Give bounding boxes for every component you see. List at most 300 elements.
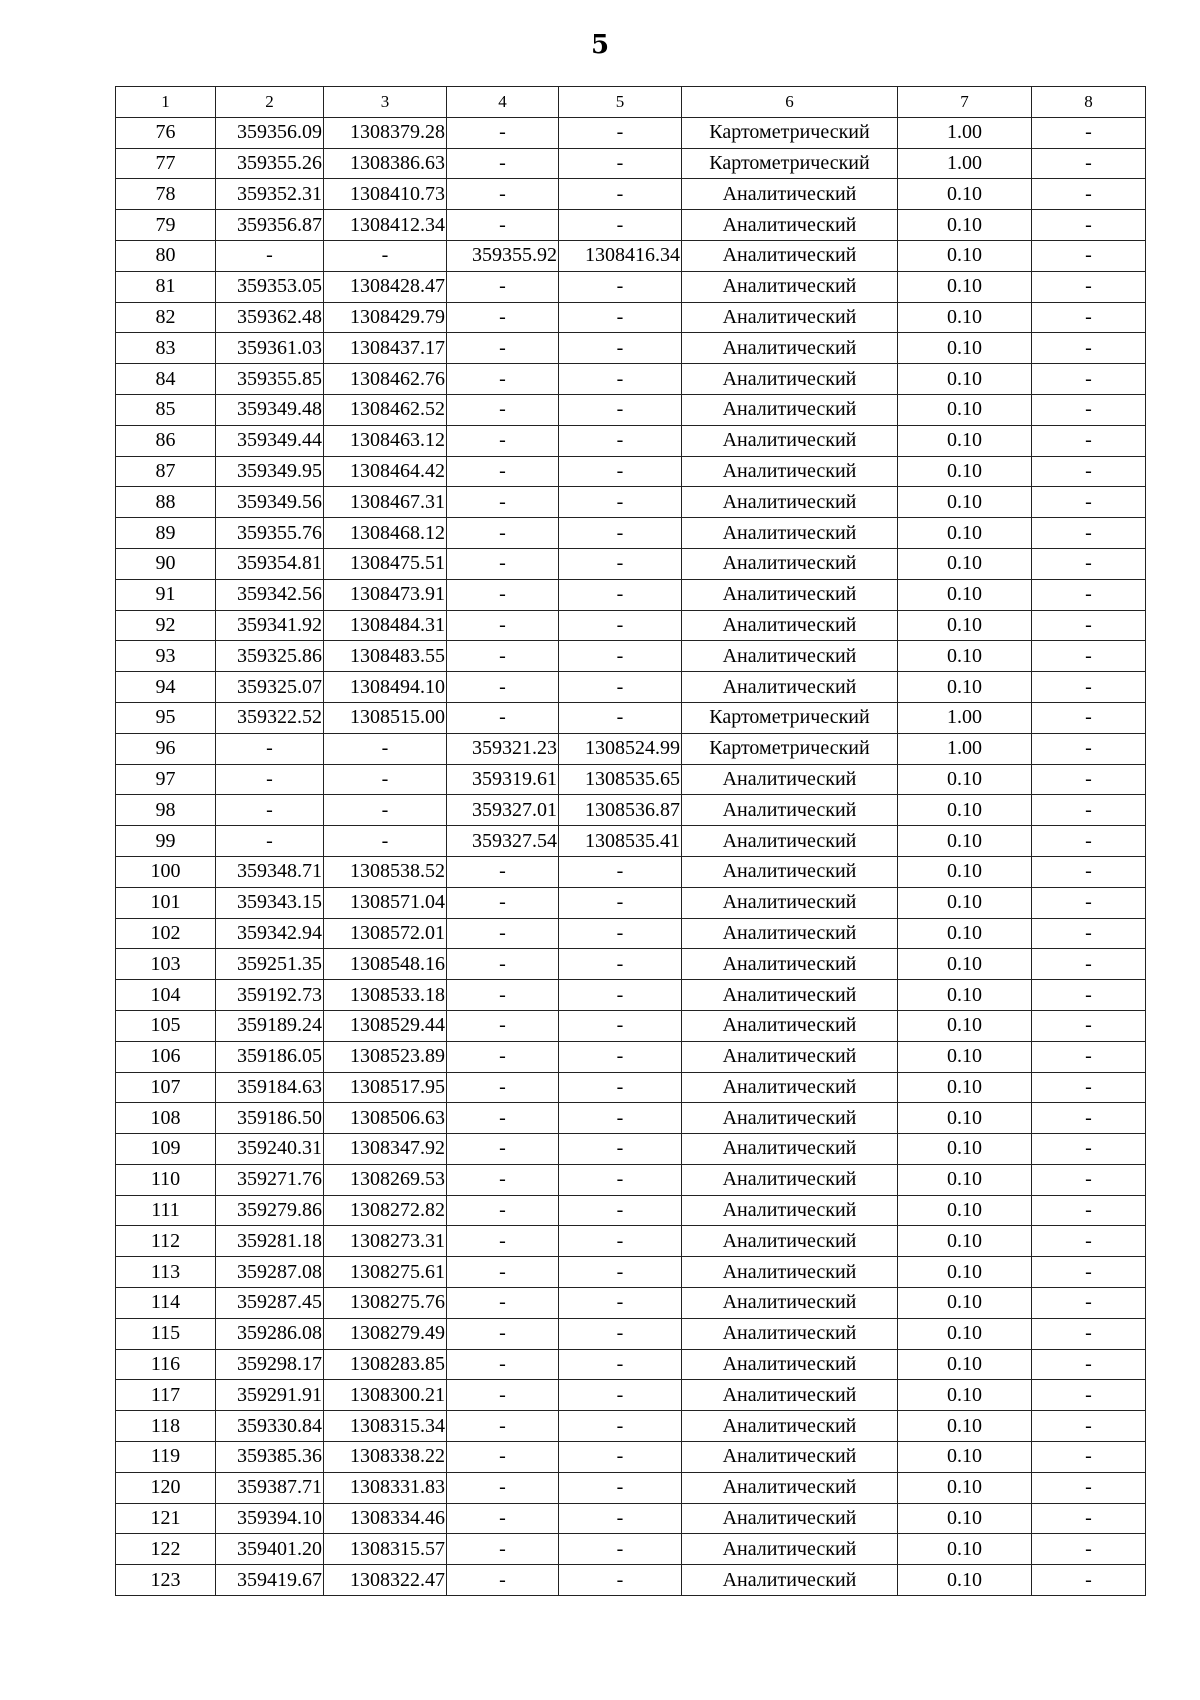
- table-cell: -: [1032, 980, 1146, 1011]
- table-cell: 359321.23: [447, 733, 559, 764]
- table-cell: -: [559, 1534, 682, 1565]
- table-cell: -: [1032, 518, 1146, 549]
- table-cell: 359327.54: [447, 826, 559, 857]
- table-cell: -: [1032, 949, 1146, 980]
- table-cell: -: [1032, 610, 1146, 641]
- table-cell: 359189.24: [216, 1010, 324, 1041]
- table-cell: -: [1032, 1226, 1146, 1257]
- table-row: [116, 1380, 1146, 1411]
- table-cell: 79: [116, 210, 216, 241]
- table-row: [116, 918, 1146, 949]
- table-cell: 359279.86: [216, 1195, 324, 1226]
- table-cell: 359349.44: [216, 425, 324, 456]
- table-cell: Аналитический: [682, 1349, 898, 1380]
- table-cell: Аналитический: [682, 672, 898, 703]
- table-cell: 1.00: [898, 117, 1032, 148]
- table-cell: -: [447, 1534, 559, 1565]
- table-cell: -: [447, 1565, 559, 1596]
- table-cell: -: [1032, 1442, 1146, 1473]
- table-cell: 1308279.49: [324, 1318, 447, 1349]
- table-cell: 91: [116, 579, 216, 610]
- table-cell: 109: [116, 1134, 216, 1165]
- table-cell: Аналитический: [682, 456, 898, 487]
- table-row: [116, 949, 1146, 980]
- table-cell: 1308338.22: [324, 1442, 447, 1473]
- table-cell: -: [559, 1565, 682, 1596]
- table-cell: 359385.36: [216, 1442, 324, 1473]
- column-header: 2: [216, 87, 324, 118]
- table-cell: -: [1032, 1288, 1146, 1319]
- table-cell: 359348.71: [216, 856, 324, 887]
- table-cell: -: [1032, 672, 1146, 703]
- table-cell: 359184.63: [216, 1072, 324, 1103]
- table-cell: -: [1032, 548, 1146, 579]
- table-cell: -: [559, 1195, 682, 1226]
- table-cell: -: [447, 1103, 559, 1134]
- table-cell: Аналитический: [682, 1164, 898, 1195]
- table-cell: -: [1032, 1195, 1146, 1226]
- table-cell: -: [324, 733, 447, 764]
- table-cell: 0.10: [898, 1380, 1032, 1411]
- table-cell: 0.10: [898, 210, 1032, 241]
- table-cell: -: [559, 1010, 682, 1041]
- table-cell: 0.10: [898, 1226, 1032, 1257]
- table-cell: -: [447, 1164, 559, 1195]
- table-cell: -: [559, 672, 682, 703]
- table-cell: Аналитический: [682, 610, 898, 641]
- table-cell: Аналитический: [682, 1072, 898, 1103]
- table-cell: -: [559, 1164, 682, 1195]
- table-cell: Аналитический: [682, 1288, 898, 1319]
- table-cell: 105: [116, 1010, 216, 1041]
- table-cell: 1308548.16: [324, 949, 447, 980]
- table-cell: 90: [116, 548, 216, 579]
- table-cell: 80: [116, 240, 216, 271]
- table-cell: 106: [116, 1041, 216, 1072]
- table-cell: -: [1032, 826, 1146, 857]
- table-cell: Аналитический: [682, 394, 898, 425]
- table-cell: -: [1032, 1349, 1146, 1380]
- table-cell: -: [559, 210, 682, 241]
- table-cell: 0.10: [898, 672, 1032, 703]
- table-cell: -: [559, 148, 682, 179]
- table-row: [116, 1103, 1146, 1134]
- table-cell: 359355.85: [216, 364, 324, 395]
- table-cell: -: [1032, 1010, 1146, 1041]
- table-cell: 1308572.01: [324, 918, 447, 949]
- table-cell: -: [1032, 1041, 1146, 1072]
- table-cell: 359401.20: [216, 1534, 324, 1565]
- column-header: 5: [559, 87, 682, 118]
- table-cell: -: [447, 117, 559, 148]
- table-cell: 78: [116, 179, 216, 210]
- table-cell: -: [324, 240, 447, 271]
- table-cell: -: [216, 240, 324, 271]
- table-cell: -: [447, 487, 559, 518]
- table-cell: 1308535.41: [559, 826, 682, 857]
- table-cell: 0.10: [898, 1288, 1032, 1319]
- table-cell: 359342.94: [216, 918, 324, 949]
- table-cell: Аналитический: [682, 795, 898, 826]
- table-cell: -: [559, 1072, 682, 1103]
- table-row: [116, 1010, 1146, 1041]
- table-cell: 1308463.12: [324, 425, 447, 456]
- table-cell: -: [324, 826, 447, 857]
- table-cell: -: [1032, 579, 1146, 610]
- table-row: [116, 333, 1146, 364]
- table-cell: 1308283.85: [324, 1349, 447, 1380]
- table-cell: Аналитический: [682, 1565, 898, 1596]
- table-cell: -: [559, 887, 682, 918]
- table-cell: 1308483.55: [324, 641, 447, 672]
- table-cell: -: [1032, 1503, 1146, 1534]
- table-cell: 92: [116, 610, 216, 641]
- table-cell: -: [447, 641, 559, 672]
- table-row: [116, 548, 1146, 579]
- table-cell: 85: [116, 394, 216, 425]
- table-cell: 359286.08: [216, 1318, 324, 1349]
- table-cell: -: [559, 1411, 682, 1442]
- table-cell: 0.10: [898, 271, 1032, 302]
- table-cell: -: [447, 364, 559, 395]
- table-cell: 359349.48: [216, 394, 324, 425]
- table-cell: -: [447, 1472, 559, 1503]
- table-cell: 1308315.34: [324, 1411, 447, 1442]
- table-cell: 0.10: [898, 1164, 1032, 1195]
- table-cell: Аналитический: [682, 518, 898, 549]
- table-cell: 0.10: [898, 1257, 1032, 1288]
- table-cell: -: [216, 795, 324, 826]
- table-cell: 119: [116, 1442, 216, 1473]
- table-cell: 0.10: [898, 1503, 1032, 1534]
- table-cell: -: [447, 856, 559, 887]
- table-cell: Аналитический: [682, 1503, 898, 1534]
- table-cell: -: [559, 179, 682, 210]
- table-cell: -: [447, 148, 559, 179]
- table-cell: 1308533.18: [324, 980, 447, 1011]
- table-cell: -: [447, 333, 559, 364]
- table-cell: -: [447, 702, 559, 733]
- table-cell: 0.10: [898, 1411, 1032, 1442]
- table-cell: 111: [116, 1195, 216, 1226]
- table-cell: 76: [116, 117, 216, 148]
- table-row: [116, 148, 1146, 179]
- table-cell: 1308334.46: [324, 1503, 447, 1534]
- table-cell: 104: [116, 980, 216, 1011]
- table-row: [116, 1226, 1146, 1257]
- table-cell: 359341.92: [216, 610, 324, 641]
- table-cell: 359355.92: [447, 240, 559, 271]
- table-cell: -: [447, 579, 559, 610]
- table-cell: Аналитический: [682, 179, 898, 210]
- table-cell: Аналитический: [682, 918, 898, 949]
- table-row: [116, 1288, 1146, 1319]
- table-cell: 1308462.52: [324, 394, 447, 425]
- table-cell: 359287.08: [216, 1257, 324, 1288]
- table-row: [116, 610, 1146, 641]
- table-cell: 359240.31: [216, 1134, 324, 1165]
- table-cell: 1308484.31: [324, 610, 447, 641]
- coordinates-table: [115, 86, 1146, 1596]
- table-cell: -: [1032, 1103, 1146, 1134]
- table-cell: 120: [116, 1472, 216, 1503]
- table-cell: 0.10: [898, 394, 1032, 425]
- table-cell: 1308429.79: [324, 302, 447, 333]
- table-cell: -: [559, 1257, 682, 1288]
- table-row: [116, 826, 1146, 857]
- table-cell: 116: [116, 1349, 216, 1380]
- table-row: [116, 795, 1146, 826]
- table-cell: -: [559, 856, 682, 887]
- table-cell: Аналитический: [682, 1411, 898, 1442]
- table-cell: 0.10: [898, 548, 1032, 579]
- table-cell: -: [447, 1349, 559, 1380]
- table-cell: 0.10: [898, 1010, 1032, 1041]
- table-cell: -: [559, 394, 682, 425]
- table-cell: -: [447, 518, 559, 549]
- table-cell: -: [1032, 1164, 1146, 1195]
- table-cell: -: [559, 1442, 682, 1473]
- table-cell: 1308523.89: [324, 1041, 447, 1072]
- table-cell: 359419.67: [216, 1565, 324, 1596]
- table-cell: 0.10: [898, 579, 1032, 610]
- table-cell: 0.10: [898, 1318, 1032, 1349]
- table-cell: -: [559, 949, 682, 980]
- table-cell: 1.00: [898, 702, 1032, 733]
- table-cell: 1308473.91: [324, 579, 447, 610]
- table-cell: 359343.15: [216, 887, 324, 918]
- table-cell: -: [559, 1041, 682, 1072]
- table-cell: 1308529.44: [324, 1010, 447, 1041]
- table-cell: -: [559, 1380, 682, 1411]
- table-cell: -: [1032, 1072, 1146, 1103]
- table-cell: -: [1032, 394, 1146, 425]
- table-cell: 1308462.76: [324, 364, 447, 395]
- table-cell: -: [447, 980, 559, 1011]
- table-cell: 0.10: [898, 425, 1032, 456]
- table-cell: 0.10: [898, 856, 1032, 887]
- table-cell: 359319.61: [447, 764, 559, 795]
- table-cell: 113: [116, 1257, 216, 1288]
- table-cell: -: [559, 487, 682, 518]
- table-cell: -: [447, 1442, 559, 1473]
- table-cell: -: [559, 1503, 682, 1534]
- table-cell: -: [447, 672, 559, 703]
- table-cell: 108: [116, 1103, 216, 1134]
- table-cell: 359192.73: [216, 980, 324, 1011]
- table-cell: 0.10: [898, 1349, 1032, 1380]
- table-row: [116, 1041, 1146, 1072]
- table-row: [116, 1349, 1146, 1380]
- table-cell: 1308273.31: [324, 1226, 447, 1257]
- table-cell: 1308517.95: [324, 1072, 447, 1103]
- table-cell: 359355.26: [216, 148, 324, 179]
- table-cell: 88: [116, 487, 216, 518]
- table-cell: 97: [116, 764, 216, 795]
- table-cell: -: [447, 610, 559, 641]
- page-number: 5: [590, 30, 610, 60]
- table-cell: -: [559, 548, 682, 579]
- table-cell: -: [1032, 918, 1146, 949]
- table-row: [116, 1503, 1146, 1534]
- table-cell: 87: [116, 456, 216, 487]
- table-cell: -: [447, 210, 559, 241]
- table-cell: 1308571.04: [324, 887, 447, 918]
- table-cell: -: [1032, 1134, 1146, 1165]
- table-cell: Аналитический: [682, 1534, 898, 1565]
- table-cell: 359362.48: [216, 302, 324, 333]
- table-cell: -: [1032, 302, 1146, 333]
- column-header: 6: [682, 87, 898, 118]
- table-cell: Аналитический: [682, 240, 898, 271]
- table-cell: 102: [116, 918, 216, 949]
- table-row: [116, 179, 1146, 210]
- table-cell: 359349.56: [216, 487, 324, 518]
- table-cell: -: [447, 1072, 559, 1103]
- table-cell: 1308535.65: [559, 764, 682, 795]
- column-header: 8: [1032, 87, 1146, 118]
- table-cell: -: [1032, 1534, 1146, 1565]
- table-row: [116, 1318, 1146, 1349]
- table-cell: 98: [116, 795, 216, 826]
- table-cell: -: [1032, 364, 1146, 395]
- table-cell: 0.10: [898, 1534, 1032, 1565]
- table-row: [116, 980, 1146, 1011]
- table-cell: -: [559, 425, 682, 456]
- table-cell: -: [559, 333, 682, 364]
- table-row: [116, 1072, 1146, 1103]
- table-cell: 107: [116, 1072, 216, 1103]
- table-cell: 359394.10: [216, 1503, 324, 1534]
- table-cell: 359281.18: [216, 1226, 324, 1257]
- table-cell: 1308275.76: [324, 1288, 447, 1319]
- table-cell: -: [447, 179, 559, 210]
- table-cell: -: [1032, 1565, 1146, 1596]
- table-cell: 1308386.63: [324, 148, 447, 179]
- table-cell: -: [324, 795, 447, 826]
- table-cell: -: [1032, 856, 1146, 887]
- table-cell: 101: [116, 887, 216, 918]
- table-row: [116, 394, 1146, 425]
- table-cell: 1308272.82: [324, 1195, 447, 1226]
- table-cell: -: [559, 117, 682, 148]
- table-row: [116, 364, 1146, 395]
- table-cell: Картометрический: [682, 733, 898, 764]
- table-cell: -: [447, 1380, 559, 1411]
- table-cell: -: [1032, 1318, 1146, 1349]
- table-cell: Аналитический: [682, 1472, 898, 1503]
- table-cell: 359354.81: [216, 548, 324, 579]
- table-cell: -: [447, 887, 559, 918]
- table-cell: 359325.07: [216, 672, 324, 703]
- table-cell: 84: [116, 364, 216, 395]
- table-cell: 77: [116, 148, 216, 179]
- table-cell: 1308536.87: [559, 795, 682, 826]
- table-cell: -: [559, 980, 682, 1011]
- table-cell: -: [1032, 1257, 1146, 1288]
- column-header: 1: [116, 87, 216, 118]
- table-row: [116, 518, 1146, 549]
- table-cell: 0.10: [898, 795, 1032, 826]
- table-cell: 89: [116, 518, 216, 549]
- table-cell: Аналитический: [682, 1226, 898, 1257]
- table-cell: -: [447, 1041, 559, 1072]
- table-cell: -: [1032, 764, 1146, 795]
- table-cell: Аналитический: [682, 1195, 898, 1226]
- table-cell: 359271.76: [216, 1164, 324, 1195]
- table-cell: 359298.17: [216, 1349, 324, 1380]
- table-cell: 93: [116, 641, 216, 672]
- table-cell: -: [559, 702, 682, 733]
- table-cell: 94: [116, 672, 216, 703]
- table-cell: 1308322.47: [324, 1565, 447, 1596]
- table-row: [116, 487, 1146, 518]
- table-cell: 1308475.51: [324, 548, 447, 579]
- table-cell: -: [1032, 240, 1146, 271]
- table-cell: 1.00: [898, 733, 1032, 764]
- table-cell: -: [559, 364, 682, 395]
- table-cell: 359186.50: [216, 1103, 324, 1134]
- table-cell: 359322.52: [216, 702, 324, 733]
- table-cell: Аналитический: [682, 641, 898, 672]
- table-row: [116, 1134, 1146, 1165]
- table-cell: 1308331.83: [324, 1472, 447, 1503]
- table-cell: -: [1032, 887, 1146, 918]
- table-cell: 0.10: [898, 1072, 1032, 1103]
- table-cell: Аналитический: [682, 1380, 898, 1411]
- table-cell: 0.10: [898, 949, 1032, 980]
- table-cell: -: [1032, 1472, 1146, 1503]
- table-cell: -: [447, 1010, 559, 1041]
- table-cell: Аналитический: [682, 856, 898, 887]
- table-cell: -: [559, 456, 682, 487]
- table-cell: 86: [116, 425, 216, 456]
- table-cell: 0.10: [898, 179, 1032, 210]
- table-cell: -: [216, 764, 324, 795]
- table-cell: 0.10: [898, 764, 1032, 795]
- table-cell: 83: [116, 333, 216, 364]
- table-cell: 0.10: [898, 518, 1032, 549]
- table-cell: 0.10: [898, 364, 1032, 395]
- table-cell: 1308412.34: [324, 210, 447, 241]
- table-cell: -: [559, 1103, 682, 1134]
- table-cell: -: [447, 394, 559, 425]
- table-cell: 359342.56: [216, 579, 324, 610]
- table-cell: 1308494.10: [324, 672, 447, 703]
- table-row: [116, 856, 1146, 887]
- table-cell: Аналитический: [682, 333, 898, 364]
- table-cell: -: [559, 1349, 682, 1380]
- table-cell: 359355.76: [216, 518, 324, 549]
- table-cell: -: [216, 826, 324, 857]
- table-cell: -: [1032, 733, 1146, 764]
- table-cell: 359291.91: [216, 1380, 324, 1411]
- table-cell: -: [559, 1226, 682, 1257]
- table-row: [116, 1411, 1146, 1442]
- table-cell: 359356.09: [216, 117, 324, 148]
- table-row: [116, 1164, 1146, 1195]
- table-cell: Картометрический: [682, 148, 898, 179]
- table-cell: 359356.87: [216, 210, 324, 241]
- table-cell: 1308428.47: [324, 271, 447, 302]
- table-cell: 1308515.00: [324, 702, 447, 733]
- table-row: [116, 764, 1146, 795]
- table-cell: -: [559, 1472, 682, 1503]
- table-cell: -: [1032, 117, 1146, 148]
- table-cell: -: [447, 425, 559, 456]
- table-cell: 359349.95: [216, 456, 324, 487]
- table-cell: -: [324, 764, 447, 795]
